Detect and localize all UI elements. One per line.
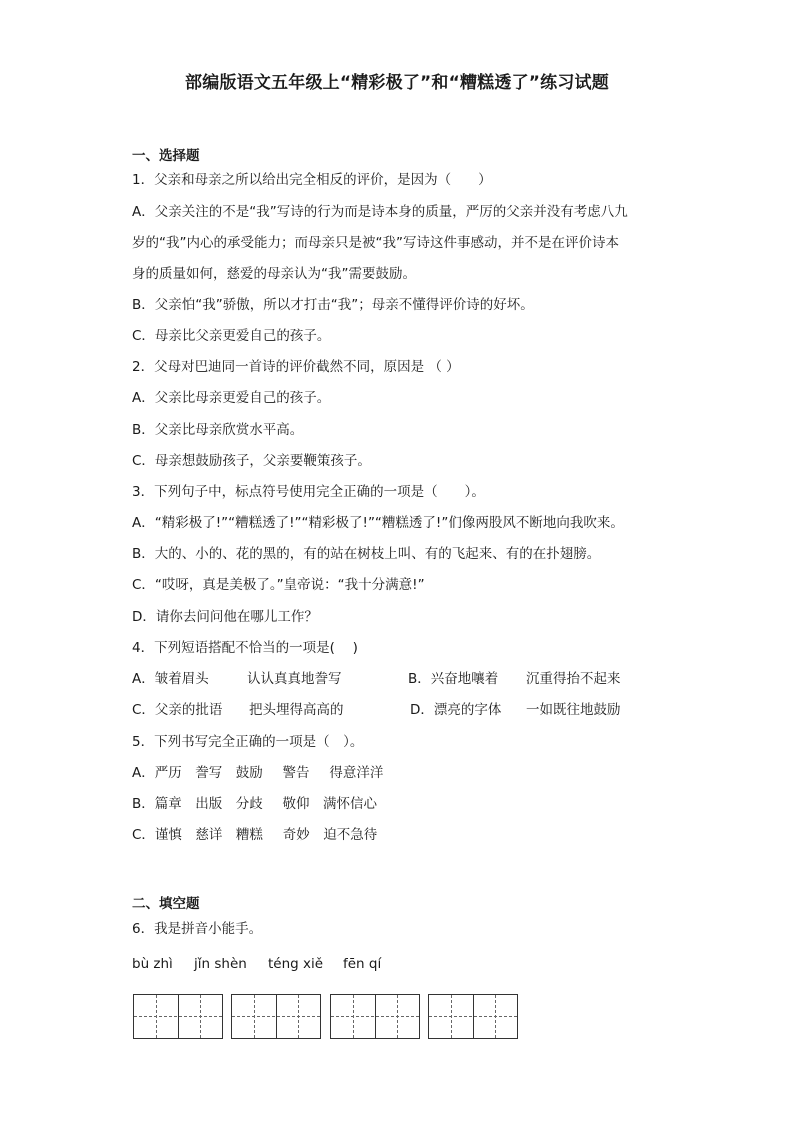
q4-option-c-phrase: 把头埋得高高的 <box>249 702 344 718</box>
pinyin-2: jǐn shèn <box>194 956 247 972</box>
q5-option-c: C．谨慎 慈详 糟糕 奇妙 迫不急待 <box>132 827 378 843</box>
q1-option-a-line3: 身的质量如何，慈爱的母亲认为“我”需要鼓励。 <box>132 266 416 282</box>
pinyin-3: téng xiě <box>268 956 324 972</box>
q1-option-a-line1: A．父亲关注的不是“我”写诗的行为而是诗本身的质量，严厉的父亲并没有考虑八九 <box>132 204 628 220</box>
page-title: 部编版语文五年级上“精彩极了”和“糟糕透了”练习试题 <box>185 73 609 93</box>
q4-option-a: A．皱着眉头 <box>132 671 209 687</box>
q4-option-c: C．父亲的批语 <box>132 702 223 718</box>
q3-stem: 3．下列句子中，标点符号使用完全正确的一项是（ ）。 <box>132 484 485 500</box>
q3-option-d: D．请你去问问他在哪儿工作？ <box>132 609 318 625</box>
q2-stem: 2．父母对巴迪同一首诗的评价截然不同，原因是 （ ） <box>132 359 460 375</box>
q5-option-a: A．严历 誊写 鼓励 警告 得意洋洋 <box>132 765 384 781</box>
q3-option-b: B．大的、小的、花的黑的，有的站在树枝上叫、有的飞起来、有的在扑翅膀。 <box>132 546 601 562</box>
q1-stem: 1．父亲和母亲之所以给出完全相反的评价，是因为（ ） <box>132 172 492 188</box>
q5-stem: 5．下列书写完全正确的一项是（ ）。 <box>132 734 364 750</box>
q6-stem: 6．我是拼音小能手。 <box>132 921 263 937</box>
writing-grid-2[interactable] <box>231 994 321 1039</box>
writing-grid-1[interactable] <box>133 994 223 1039</box>
pinyin-4: fēn qí <box>343 956 382 972</box>
q4-option-b: B．兴奋地嚷着 <box>408 671 499 687</box>
q1-option-b: B．父亲怕“我”骄傲，所以才打击“我”；母亲不懂得评价诗的好坏。 <box>132 297 534 313</box>
q1-option-a-line2: 岁的“我”内心的承受能力；而母亲只是被“我”写诗这件事感动，并不是在评价诗本 <box>132 235 619 251</box>
q4-option-d: D．漂亮的字体 <box>410 702 502 718</box>
pinyin-1: bù zhì <box>132 956 173 972</box>
section-heading-fill: 二、填空题 <box>132 896 200 912</box>
q2-option-a: A．父亲比母亲更爱自己的孩子。 <box>132 390 331 406</box>
q4-option-a-phrase: 认认真真地誊写 <box>247 671 342 687</box>
q4-row-1 <box>132 669 652 689</box>
q1-option-c: C．母亲比父亲更爱自己的孩子。 <box>132 328 331 344</box>
q5-option-b: B．篇章 出版 分歧 敬仰 满怀信心 <box>132 796 378 812</box>
q4-option-d-phrase: 一如既往地鼓励 <box>526 702 621 718</box>
q2-option-c: C．母亲想鼓励孩子，父亲要鞭策孩子。 <box>132 453 371 469</box>
section-heading-choice: 一、选择题 <box>132 148 200 164</box>
q2-option-b: B．父亲比母亲欣赏水平高。 <box>132 422 304 438</box>
q4-stem: 4．下列短语搭配不恰当的一项是( ) <box>132 640 358 656</box>
q4-option-b-phrase: 沉重得抬不起来 <box>526 671 621 687</box>
q3-option-a: A．“精彩极了!”“糟糕透了!”“精彩极了!”“糟糕透了!”们像两股风不断地向我吹来。 <box>132 515 624 531</box>
q3-option-c: C．“哎呀，真是美极了。”皇帝说：“我十分满意!” <box>132 577 425 593</box>
writing-grid-4[interactable] <box>428 994 518 1039</box>
q4-row-2 <box>132 700 652 720</box>
writing-grid-3[interactable] <box>330 994 420 1039</box>
